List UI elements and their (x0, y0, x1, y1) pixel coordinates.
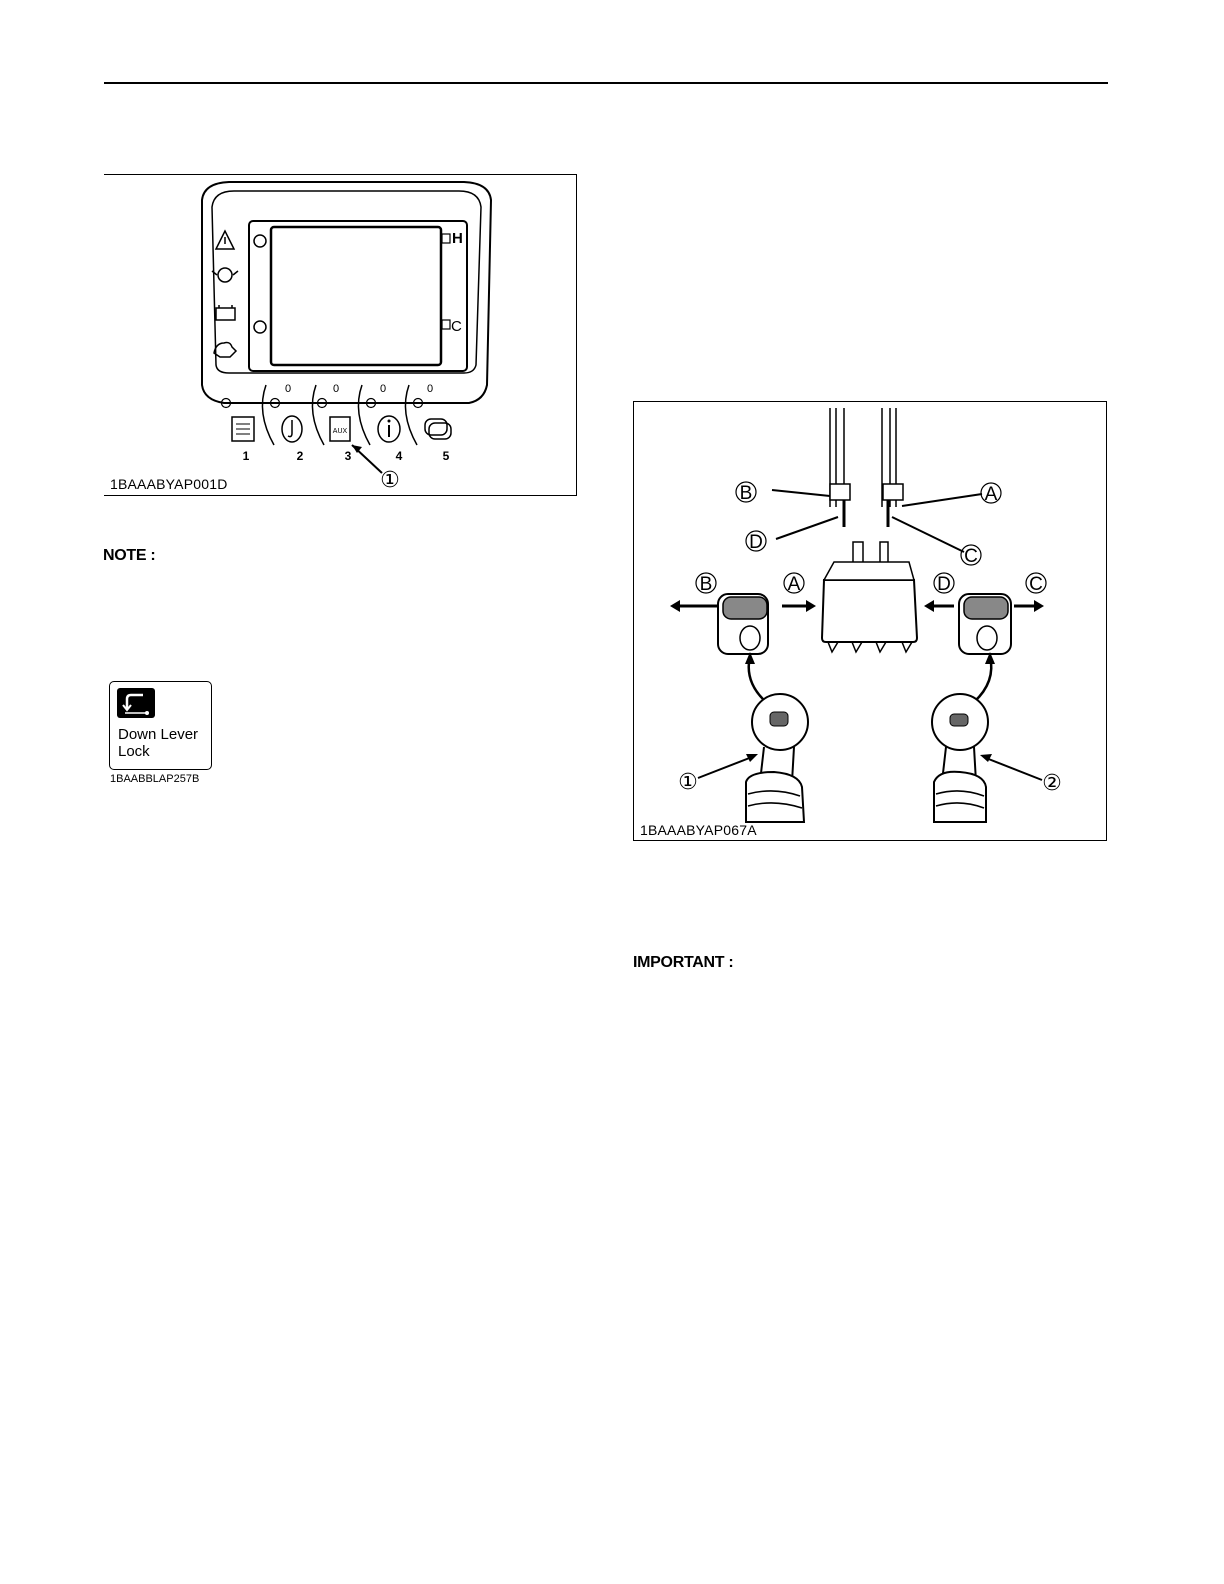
callout-1: ① (678, 770, 698, 795)
button-number-1: 1 (242, 449, 250, 463)
label-c-top: C (964, 546, 978, 567)
button-number-4: 4 (395, 449, 403, 463)
lever-diagram-figure (633, 401, 1107, 841)
indicator-0: 0 (284, 383, 292, 395)
bucket-shape (822, 580, 917, 642)
monitor-panel-figure (104, 174, 577, 496)
indicator-1: 0 (332, 383, 340, 395)
label-b-switch: B (699, 574, 713, 595)
label-a-switch: A (787, 574, 801, 595)
header-rule (104, 82, 1108, 84)
monitor-panel-illustration (104, 175, 576, 495)
note-heading: NOTE : (103, 547, 156, 564)
label-d-top: D (749, 532, 763, 553)
label-a-top: A (984, 484, 998, 505)
decal-code: 1BAABBLAP257B (110, 773, 200, 785)
aux-label: AUX (332, 428, 348, 435)
indicator-3: 0 (426, 383, 434, 395)
screen-letter-h: H (452, 230, 463, 247)
figure-code: 1BAAABYAP001D (110, 476, 228, 492)
lever-lock-icon (117, 688, 155, 718)
figure-code: 1BAAABYAP067A (640, 822, 757, 838)
label-d-switch: D (937, 574, 951, 595)
indicator-2: 0 (379, 383, 387, 395)
button-number-3: 3 (344, 449, 352, 463)
decal-line-2: Lock (118, 743, 150, 760)
battery-icon (216, 308, 235, 320)
screen-letter-c: C (451, 318, 462, 335)
decal-line-1: Down Lever (118, 726, 199, 743)
button-number-5: 5 (442, 449, 450, 463)
label-b-top: B (739, 483, 753, 504)
callout-1: ① (380, 468, 400, 493)
down-lever-lock-decal (109, 681, 212, 770)
display-screen (249, 221, 467, 371)
button-number-2: 2 (296, 449, 304, 463)
important-heading: IMPORTANT : (633, 954, 734, 971)
callout-2: ② (1042, 771, 1062, 796)
lever-diagram-illustration (634, 402, 1106, 840)
coolant-temperature-icon (214, 343, 236, 358)
label-c-switch: C (1029, 574, 1043, 595)
oil-pressure-icon (218, 268, 232, 282)
